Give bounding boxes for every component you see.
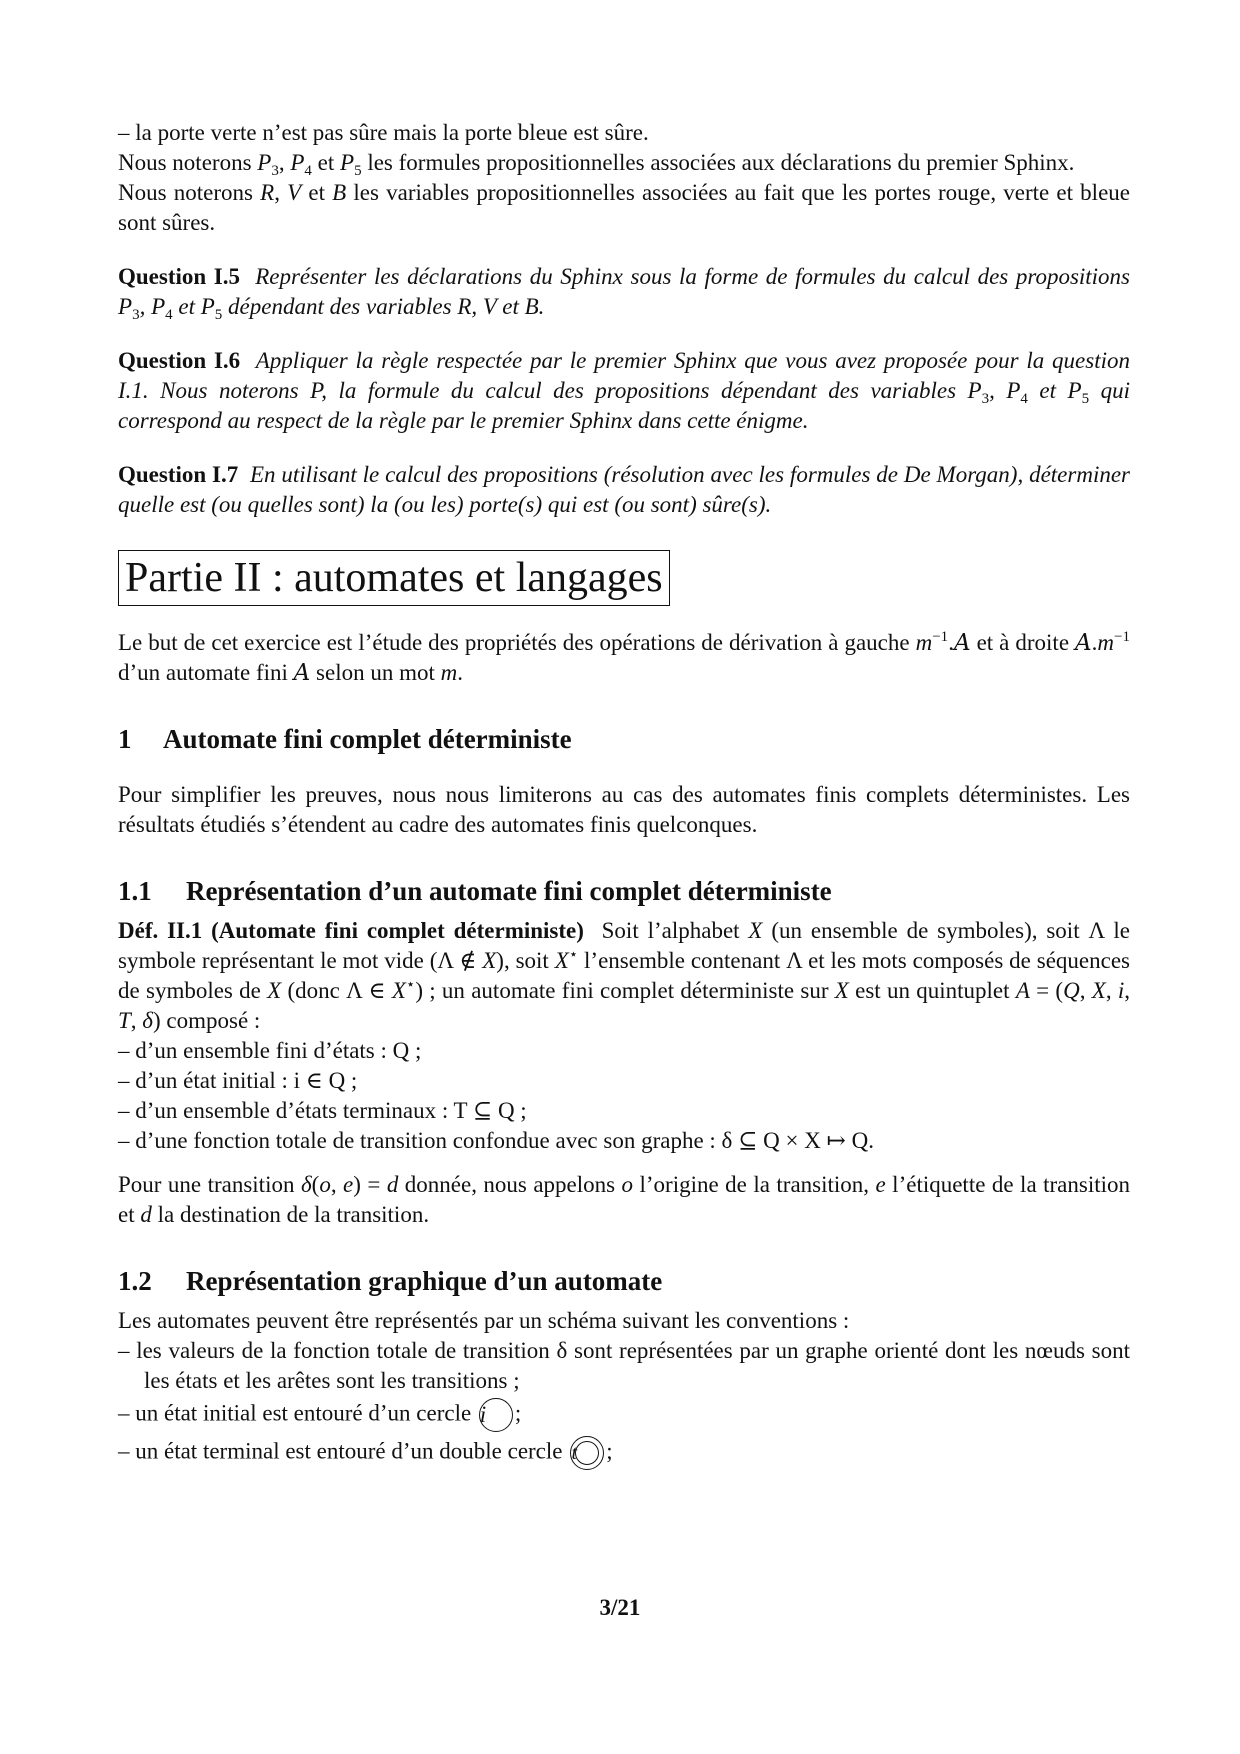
continued-list-item: – la porte verte n’est pas sûre mais la porte bleue est sûre. xyxy=(118,120,649,145)
page-number: 3/21 xyxy=(599,1595,641,1620)
list-item: – d’un ensemble fini d’états : Q ; xyxy=(118,1038,422,1063)
list-item: – d’une fonction totale de transition confondue avec son graphe : δ ⊆ Q × X ↦ Q. xyxy=(118,1128,874,1153)
part-title: Partie II : automates et langages xyxy=(118,550,670,606)
transition-text: Pour une transition δ(o, e) = d donnée, nous appelons o l’origine de la transition, e l’étiquette de la transition et d la destination de la transition. xyxy=(118,1172,1130,1227)
question-i6: Question I.6 Appliquer la règle respectée par le premier Sphinx que vous avez proposée pour la question I.1. Nous noterons P, la formule du calcul des propositions dépendant des variables $P_3$, $P_4$ et $P_5$ qui correspond au respect de la règle par le premier Sphinx dans cette énigme. xyxy=(118,348,1130,433)
initial-state-circle-icon: i xyxy=(479,1398,513,1432)
list-item: – d’un ensemble d’états terminaux : T ⊆ Q ; xyxy=(118,1098,527,1123)
question-i5: Question I.5 Représenter les déclarations du Sphinx sous la forme de formules du calcul des propositions $P_3$, $P_4$ et $P_5$ dépendant des variables R, V et B. xyxy=(118,264,1131,323)
list-item: – les valeurs de la fonction totale de transition δ sont représentées par un graphe orienté dont les nœuds sont les états et les arêtes sont les transitions ; xyxy=(118,1338,1130,1393)
question-text: En utilisant le calcul des propositions (résolution avec les formules de De Morgan), déterminer quelle est (ou quelles sont) la (ou les) porte(s) qui est (ou sont) sûre(s). xyxy=(118,462,1130,517)
list-item: – d’un état initial : i ∈ Q ; xyxy=(118,1068,358,1093)
list-item: – un état terminal est entouré d’un double cercle t ; xyxy=(118,1436,1130,1470)
notation-variables: Nous noterons R, V et B les variables propositionnelles associées au fait que les portes rouge, verte et bleue sont sûres. xyxy=(118,180,1130,235)
question-label: Question I.5 xyxy=(118,264,240,289)
conventions-intro: Les automates peuvent être représentés par un schéma suivant les conventions : xyxy=(118,1308,850,1333)
definition: Déf. II.1 (Automate fini complet déterministe) Soit l’alphabet X (un ensemble de symboles), soit Λ le symbole représentant le mot vide (Λ ∉ X), soit X⋆ l’ensemble contenant Λ et les mots composés de séquences de symboles de X (donc Λ ∈ X⋆) ; un automate fini complet déterministe sur X est un quintuplet A = (Q, X, i, T, δ) composé : xyxy=(118,918,1131,1033)
notation-p-formulas: Nous noterons $P_3$, $P_4$ et $P_5$ les formules propositionnelles associées aux déclarations du premier Sphinx. xyxy=(118,150,1075,179)
section-text: Pour simplifier les preuves, nous nous limiterons au cas des automates finis complets déterministes. Les résultats étudiés s’étendent au cadre des automates finis quelconques. xyxy=(118,782,1130,837)
conventions-list xyxy=(118,1336,1130,1470)
question-label: Question I.6 xyxy=(118,348,241,373)
terminal-state-double-circle-icon: t xyxy=(570,1436,604,1470)
part-intro: Le but de cet exercice est l’étude des propriétés des opérations de dérivation à gauche $m^{-1}.A$ et à droite $A.m^{-1}$ d’un automate fini A selon un mot m. xyxy=(118,629,1130,686)
question-i7 xyxy=(118,460,1130,520)
subsection-heading: 1.1 Représentation d’un automate fini complet déterministe xyxy=(118,876,832,906)
definition-list xyxy=(118,1036,1130,1156)
question-label: Question I.7 xyxy=(118,462,239,487)
subsection-heading: 1.2 Représentation graphique d’un automate xyxy=(118,1266,663,1296)
section-heading: 1 Automate fini complet déterministe xyxy=(118,724,572,754)
document-page xyxy=(118,118,1130,1470)
list-item: – un état initial est entouré d’un cercle i ; xyxy=(118,1398,1130,1432)
